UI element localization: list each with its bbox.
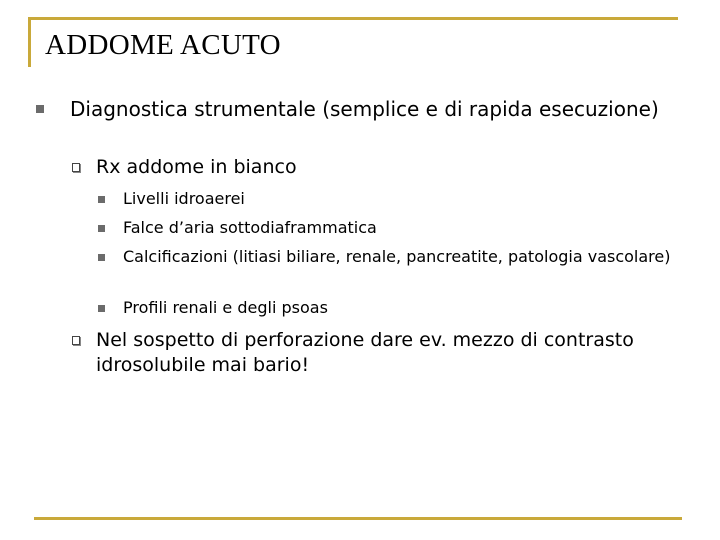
filled-square-bullet-icon <box>98 254 105 261</box>
filled-square-bullet-icon <box>98 196 105 203</box>
sub-bullet-perforazione <box>72 328 672 378</box>
sub-bullet-text: Rx addome in bianco <box>96 156 297 178</box>
sub-bullet-text: Nel sospetto di perforazione dare ev. mezzo di contrasto idrosolubile mai bario! <box>96 329 634 376</box>
sub-sub-bullet-profili <box>98 298 678 318</box>
sub-sub-bullet-text: Calcificazioni (litiasi biliare, renale, pancreatite, patologia vascolare) <box>123 247 671 266</box>
filled-square-bullet-icon <box>98 225 105 232</box>
frame-bottom-line <box>34 517 682 520</box>
sub-sub-bullet-calcificazioni <box>98 247 678 267</box>
sub-sub-bullet-falce <box>98 218 678 238</box>
slide-title: ADDOME ACUTO <box>45 29 281 61</box>
sub-bullet-rx-addome <box>72 155 672 180</box>
frame-top-line <box>28 17 678 20</box>
bullet-diagnostica <box>36 96 676 122</box>
sub-sub-bullet-text: Profili renali e degli psoas <box>123 298 328 317</box>
sub-sub-bullet-livelli <box>98 189 678 209</box>
sub-sub-bullet-text: Livelli idroaerei <box>123 189 245 208</box>
hollow-square-bullet-icon <box>72 336 80 345</box>
filled-square-bullet-icon <box>36 105 44 113</box>
hollow-square-bullet-icon <box>72 163 80 172</box>
sub-sub-bullet-text: Falce d’aria sottodiaframmatica <box>123 218 377 237</box>
bullet-text: Diagnostica strumentale (semplice e di rapida esecuzione) <box>70 97 659 121</box>
frame-left-line <box>28 17 31 67</box>
filled-square-bullet-icon <box>98 305 105 312</box>
